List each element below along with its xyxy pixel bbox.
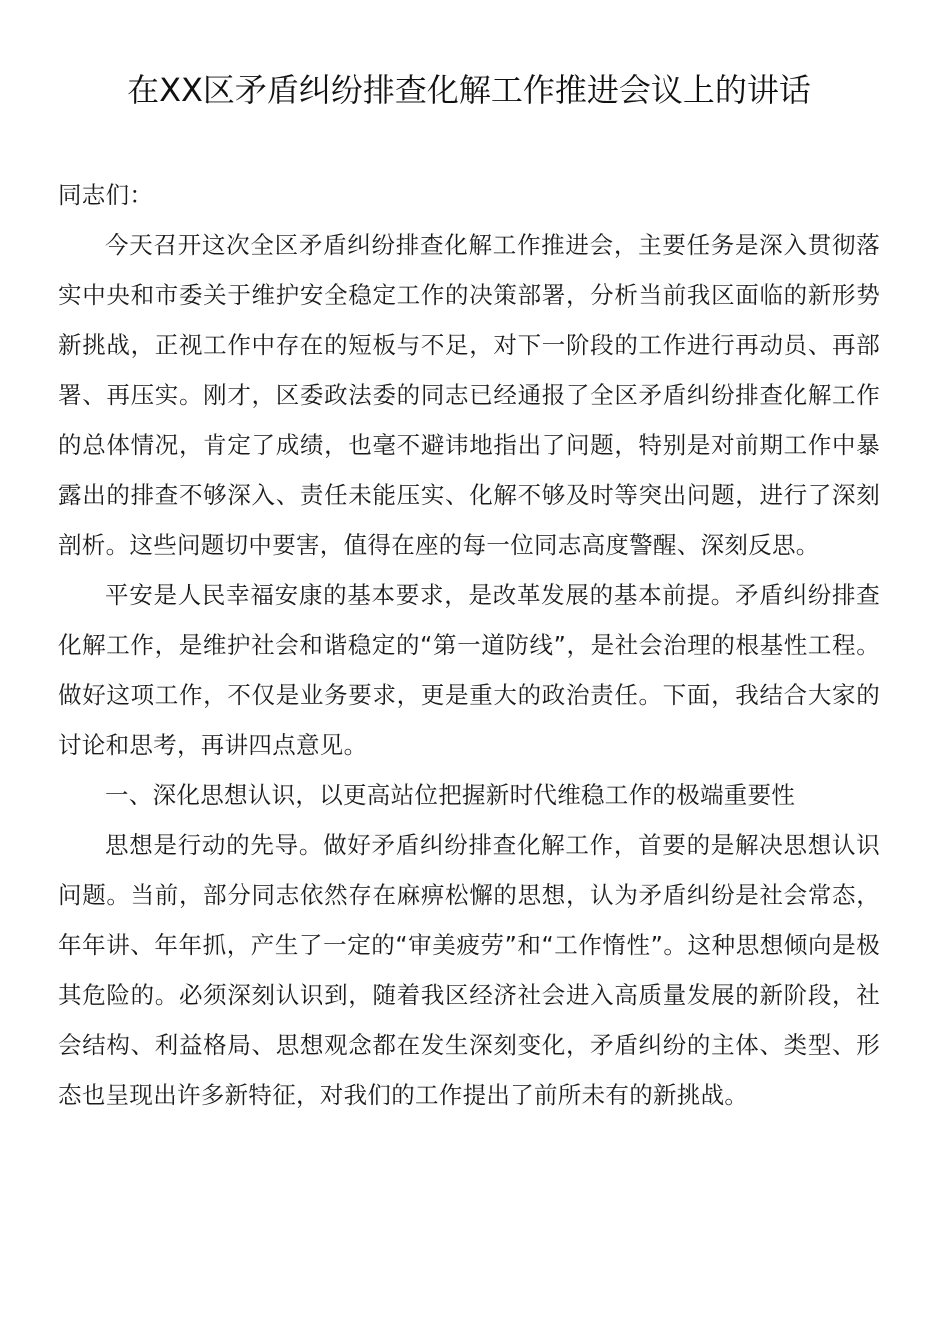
- paragraph-3: 思想是行动的先导。做好矛盾纠纷排查化解工作，首要的是解决思想认识问题。当前，部分同志依然存在麻痹松懈的思想，认为矛盾纠纷是社会常态，年年讲、年年抓，产生了一定的“审美疲劳”和“工作惰性”。这种思想倾向是极其危险的。必须深刻认识到，随着我区经济社会进入高质量发展的新阶段，社会结构、利益格局、思想观念都在发生深刻变化，矛盾纠纷的主体、类型、形态也呈现出许多新特征，对我们的工作提出了前所未有的新挑战。: [58, 831, 880, 1109]
- section-heading-1: 一、深化思想认识，以更高站位把握新时代维稳工作的极端重要性: [105, 781, 796, 809]
- salutation: 同志们：: [58, 181, 154, 209]
- paragraph-2: 平安是人民幸福安康的基本要求，是改革发展的基本前提。矛盾纠纷排查化解工作，是维护社会和谐稳定的“第一道防线”，是社会治理的根基性工程。做好这项工作，不仅是业务要求，更是重大的政治责任。下面，我结合大家的讨论和思考，再讲四点意见。: [58, 581, 880, 759]
- paragraph-1: 今天召开这次全区矛盾纠纷排查化解工作推进会，主要任务是深入贯彻落实中央和市委关于维护安全稳定工作的决策部署，分析当前我区面临的新形势新挑战，正视工作中存在的短板与不足，对下一阶段的工作进行再动员、再部署、再压实。刚才，区委政法委的同志已经通报了全区矛盾纠纷排查化解工作的总体情况，肯定了成绩，也毫不避讳地指出了问题，特别是对前期工作中暴露出的排查不够深入、责任未能压实、化解不够及时等突出问题，进行了深刻剖析。这些问题切中要害，值得在座的每一位同志高度警醒、深刻反思。: [58, 231, 880, 559]
- document-title: 在XX区矛盾纠纷排查化解工作推进会议上的讲话: [127, 71, 811, 109]
- document-page: [58, 60, 880, 1120]
